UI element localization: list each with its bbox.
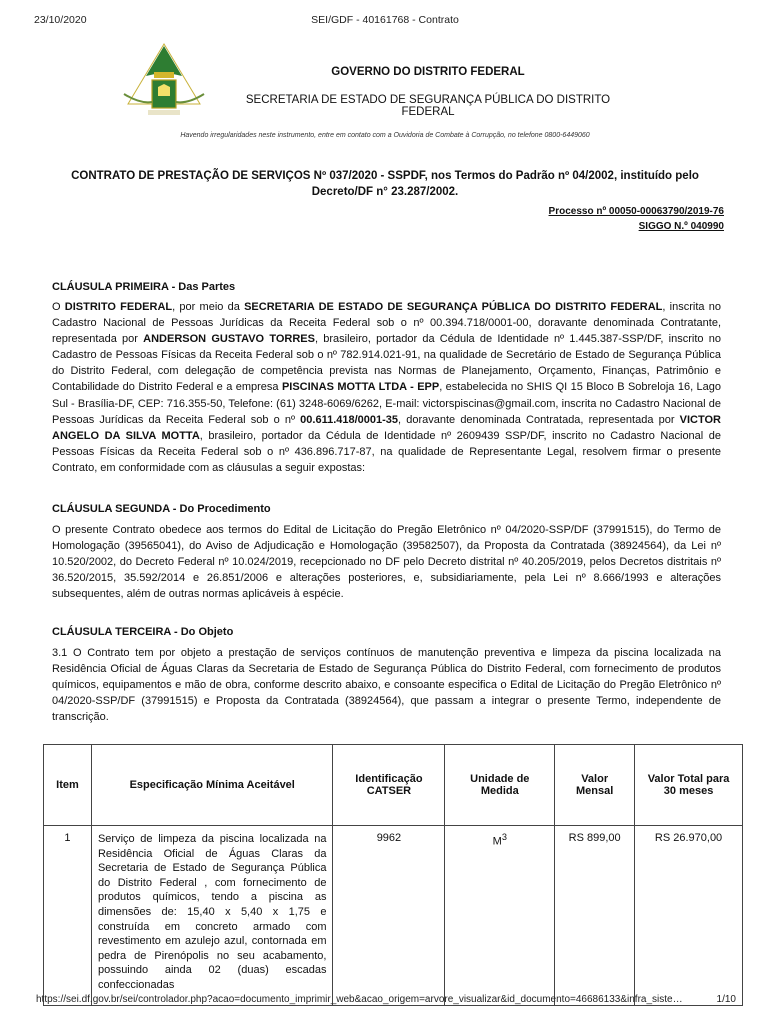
clausula-segunda-text: O presente Contrato obedece aos termos do Edital de Licitação do Pregão Eletrônico nº 04/2020-SSP/DF (37991515), do Termo de Homologação (39565041), do Aviso de Adjudicação e Homologação (39582507), da Proposta da Contratada (38924564), da Lei nº 10.520/2002, do Decreto Federal nº 10.024/2019, recepcionado no DF pelo Decreto distrital nº 40.205/2019, pelos Decretos distritais nº 36.520/2015, 35.592/2014 e 26.851/2006 e alterações posteriores, e, subsidiariamente, pela Lei nº 8.666/1993 e alterações subsequentes, além de outras normas aplicáveis à espécie. — [52, 524, 721, 601]
secretariat-title: SECRETARIA DE ESTADO DE SEGURANÇA PÚBLICA DO DISTRITO FEDERAL — [245, 94, 611, 118]
clausula-terceira-text: 3.1 O Contrato tem por objeto a prestação de serviços contínuos de manutenção preventiva e limpeza da piscina localizada na Residência Oficial de Águas Claras da Secretaria de Estado de Segurança Pública do Distrito Federal, com fornecimento de produtos químicos, equipamentos e mão de obra, conforme descrito abaixo, e consoante especifica o Edital de Licitação do Pregão Eletrônico nº 04/2020-SSP/DF (37991515) e Proposta da Contratada (38924564), que passam a integrar o presente Termo, independente de transcrição. — [52, 647, 721, 724]
print-date: 23/10/2020 — [34, 14, 87, 26]
siggo-number: SIGGO N.º 040990 — [638, 221, 724, 232]
clausula-primeira-title: CLÁUSULA PRIMEIRA - Das Partes — [52, 281, 236, 293]
contract-title: CONTRATO DE PRESTAÇÃO DE SERVIÇOS Nº 037/2020 - SSPDF, nos Termos do Padrão nº 04/2002, instituído pelo Decreto/DF n° 23.287/2002. — [71, 170, 699, 198]
page-number: 1/10 — [716, 994, 736, 1005]
processo-number: Processo nº 00050-00063790/2019-76 — [548, 206, 724, 217]
col-header-spec: Especificação Mínima Aceitável — [91, 745, 333, 826]
print-footer — [36, 994, 736, 1005]
cell-unit: $M^3$ — [445, 826, 555, 1006]
specification-table — [43, 744, 743, 1006]
government-title: GOVERNO DO DISTRITO FEDERAL — [331, 66, 525, 78]
cell-total: RS 26.970,00 — [635, 826, 743, 1006]
col-header-total: Valor Total para 30 meses — [635, 745, 743, 826]
footer-url: https://sei.df.gov.br/sei/controlador.php?acao=documento_imprimir_web&acao_origem=arvore_visualizar&id_documento=46686133&infra_siste… — [36, 994, 683, 1005]
gdf-coat-of-arms-icon — [118, 42, 210, 118]
cell-item: 1 — [44, 826, 92, 1006]
table-row — [44, 826, 743, 1006]
clausula-primeira-text: O DISTRITO FEDERAL, por meio da SECRETARIA DE ESTADO DE SEGURANÇA PÚBLICA DO DISTRITO FEDERAL, inscrita no Cadastro Nacional de Pessoas Jurídicas da Receita Federal sob o nº 00.394.718/0001-00, doravante denominada Contratante, representada por ANDERSON GUSTAVO TORRES, brasileiro, portador da Cédula de Identidade nº 1.445.387-SSP/DF, inscrito no Cadastro de Pessoas Físicas da Receita Federal sob o nº 782.914.021-91, na qualidade de Secretário de Estado de Segurança Pública do Distrito Federal, com delegação de competência prevista nas Normas de Planejamento, Orçamento, Finanças, Patrimônio e Contabilidade do Distrito Federal e a empresa PISCINAS MOTTA LTDA - EPP, estabelecida no SHIS QI 15 Bloco B Sobreloja 16, Lago Sul - Brasília-DF, CEP: 716.355-50, Telefone: (61) 3248-6069/6262, E-mail: victorspiscinas@gmail.com, inscrita no Cadastro Nacional de Pessoas Jurídicas da Receita Federal sob o nº 00.611.418/0001-35, doravante denominada Contratada, representada por VICTOR ANGELO DA SILVA MOTTA, brasileiro, portador da Cédula de Identidade nº 2609439 SSP/DF, inscrito no Cadastro Nacional de Pessoas Físicas da Receita Federal sob o nº 436.896.717-87, na qualidade de Representante Legal, resolvem firmar o presente Contrato, em conformidade com as cláusulas a seguir expostas: — [52, 301, 722, 474]
table-header-row — [44, 745, 743, 826]
col-header-monthly: Valor Mensal — [555, 745, 635, 826]
cell-spec: Serviço de limpeza da piscina localizada na Residência Oficial de Águas Claras da Secretaria de Estado de Segurança Pública do Distrito Federal , com fornecimento de produtos químicos, tendo a piscina as dimensões de: 15,40 x 5,40 x 1,75 e construída em concreto armado com revestimento em azulejo azul, contornada em pedra de Pirenópolis no seu acabamento, possuindo ainda 02 (duas) escadas confeccionadas — [91, 826, 333, 1006]
print-title: SEI/GDF - 40161768 - Contrato — [311, 14, 459, 26]
clausula-segunda-title: CLÁUSULA SEGUNDA - Do Procedimento — [52, 503, 271, 515]
clausula-terceira-title: CLÁUSULA TERCEIRA - Do Objeto — [52, 626, 234, 638]
cell-monthly: RS 899,00 — [555, 826, 635, 1006]
col-header-catser: Identificação CATSER — [333, 745, 445, 826]
cell-catser: 9962 — [333, 826, 445, 1006]
ombudsman-note: Havendo irregularidades neste instrumento, entre em contato com a Ouvidoria de Combate à Corrupção, no telefone 0800-6449060 — [180, 132, 590, 139]
col-header-item: Item — [44, 745, 92, 826]
col-header-unit: Unidade de Medida — [445, 745, 555, 826]
